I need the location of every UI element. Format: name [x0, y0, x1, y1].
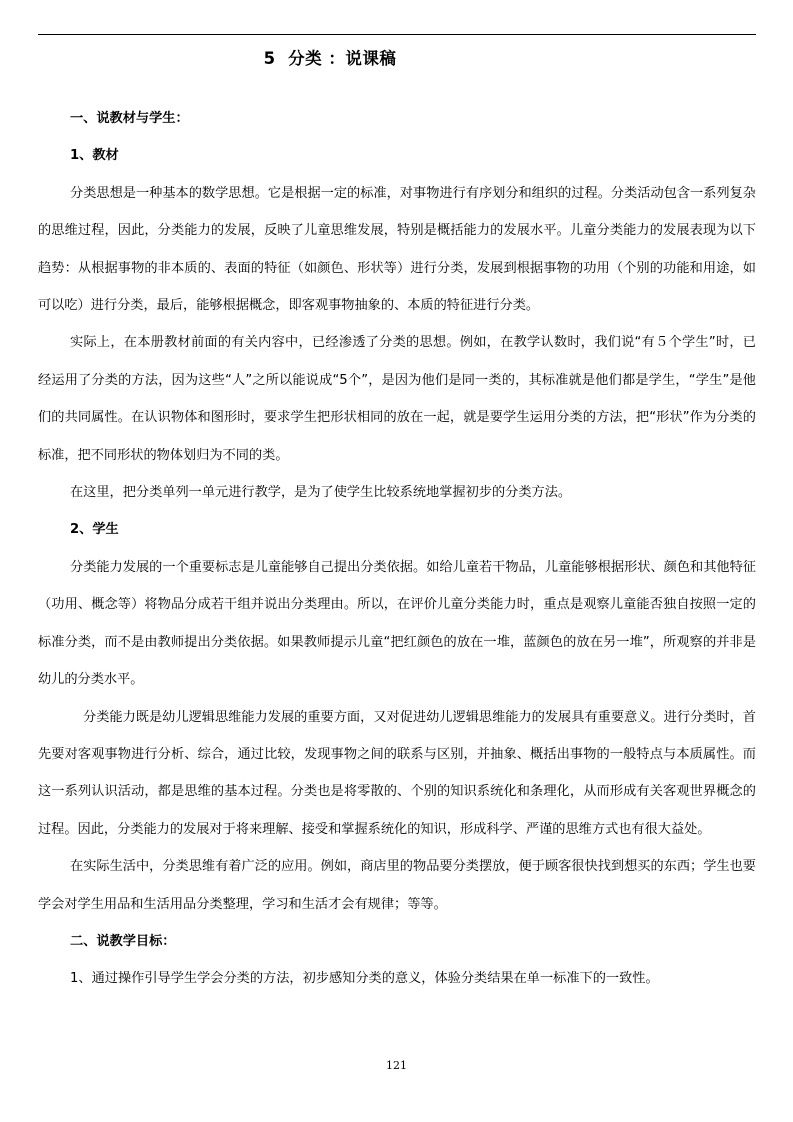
header-rule [38, 34, 756, 35]
paragraph-classification-thinking: 分类思想是一种基本的数学思想。它是根据一定的标准，对事物进行有序划分和组织的过程。分类活动包含一系列复杂的思维过程，因此，分类能力的发展，反映了儿童思维发展，特别是概括能力的发展水平。儿童分类能力的发展表现为以下趋势：从根据事物的非本质的、表面的特征（如颜色、形状等）进行分类，发展到根据事物的功用（个别的功能和用途，如可以吃）进行分类，最后，能够根据概念，即客观事物抽象的、本质的特征进行分类。 [38, 185, 756, 314]
paragraph-prior-content: 实际上，在本册教材前面的有关内容中，已经渗透了分类的思想。例如，在教学认数时，我们说“有５个学生”时，已经运用了分类的方法，因为这些“人”之所以能说成“5个”，是因为他们是同一类的，其标准就是他们都是学生，“学生”是他们的共同属性。在认识物体和图形时，要求学生把形状相同的放在一起，就是要学生运用分类的方法，把“形状”作为分类的标准，把不同形状的物体划归为不同的类。 [38, 335, 756, 463]
paragraph-logical-thinking: 分类能力既是幼儿逻辑思维能力发展的重要方面，又对促进幼儿逻辑思维能力的发展具有重要意义。进行分类时，首先要对客观事物进行分析、综合，通过比较，发现事物之间的联系与区别，并抽象、概括出事物的一般特点与本质属性。而这一系列认识活动，都是思维的基本过程。分类也是将零散的、个别的知识系统化和条理化，从而形成有关客观世界概念的过程。因此，分类能力的发展对于将来理解、接受和掌握系统化的知识，形成科学、严谨的思维方式也有很大益处。 [38, 709, 756, 837]
section-heading-materials-students: 一、说教材与学生： [70, 111, 189, 126]
section-heading-teaching-goals: 二、说教学目标： [70, 933, 176, 949]
subsection-heading-materials: 1、教材 [70, 148, 119, 164]
paragraph-unit-purpose: 在这里，把分类单列一单元进行教学，是为了使学生比较系统地掌握初步的分类方法。 [70, 485, 572, 501]
document-title: 5 分类 ：说课稿 [263, 49, 397, 68]
teaching-goal-item-1: 1、通过操作引导学生学会分类的方法，初步感知分类的意义，体验分类结果在单一标准下的一致性。 [70, 971, 659, 987]
paragraph-development-marker: 分类能力发展的一个重要标志是儿童能够自己提出分类依据。如给儿童若干物品，儿童能够根据形状、颜色和其他特征（功用、概念等）将物品分成若干组并说出分类理由。所以，在评价儿童分类能力时，重点是观察儿童能否独自按照一定的标准分类，而不是由教师提出分类依据。如果教师提示儿童“把红颜色的放在一堆，蓝颜色的放在另一堆”，所观察的并非是幼儿的分类水平。 [38, 559, 756, 688]
document-body [38, 100, 756, 998]
page-number: 121 [386, 1059, 407, 1072]
subsection-heading-students: 2、学生 [70, 522, 119, 538]
paragraph-daily-life: 在实际生活中，分类思维有着广泛的应用。例如，商店里的物品要分类摆放，便于顾客很快找到想买的东西；学生也要学会对学生用品和生活用品分类整理，学习和生活才会有规律；等等。 [38, 859, 756, 912]
